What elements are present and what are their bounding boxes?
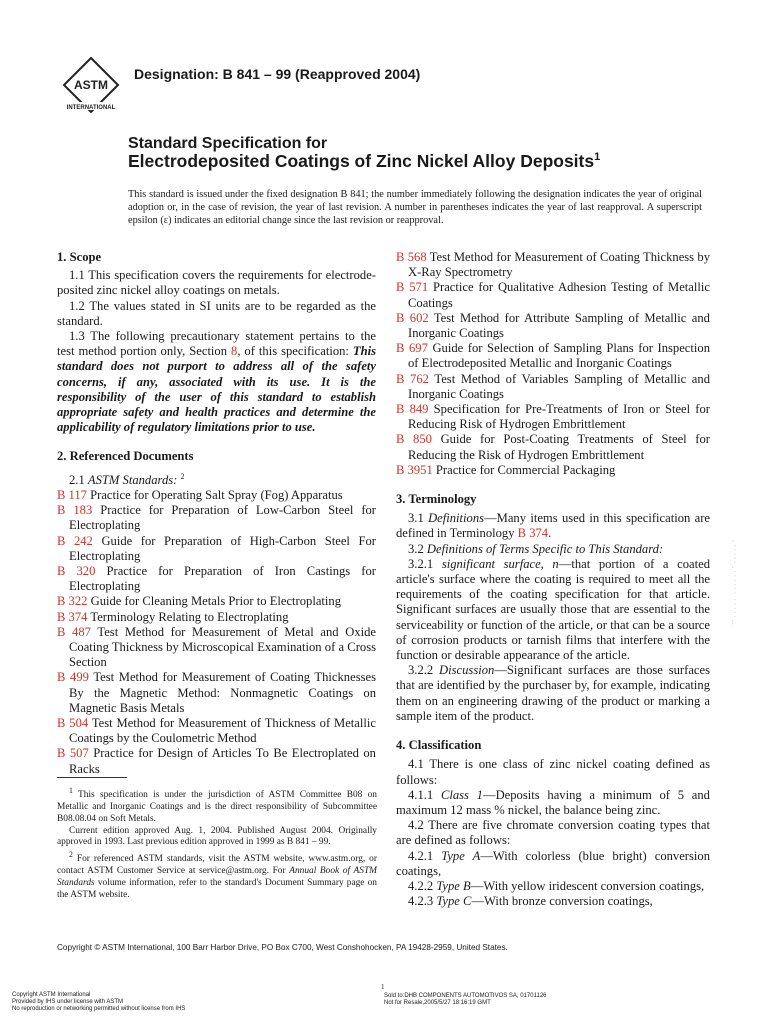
term-3-1 [396,511,710,541]
reference-title: Test Method of Variables Sampling of Metallic and Inorganic Coatings [408,371,710,401]
footnote-1 [57,785,377,826]
reference-code-link[interactable]: B 850 [396,432,432,447]
term-3-2-1-num: 3.2.1 [408,556,442,571]
reference-item [57,503,376,533]
right-column [396,250,710,909]
reference-code-link[interactable]: B 571 [396,280,429,295]
class-4-2-3-num: 4.2.3 [408,894,437,909]
footnote-1-mark: 1 [69,786,73,795]
reference-code-link[interactable]: B 568 [396,250,427,264]
scope-1-3-text2: , of this specification: [237,344,353,359]
reference-title: Test Method for Measurement of Coating Thickness by X-Ray Spectrometry [408,250,711,280]
reference-item [57,610,376,625]
term-3-1-text: —Many items used in this specification are defined in Terminology [396,511,710,541]
term-3-2-2-text: —Significant surfaces are those surfaces that are identified by the purchaser by, for example, indicating them on an engineering drawing of the product or marking a sample item of the product. [396,663,710,723]
terminology-heading: 3. Terminology [396,492,477,507]
reference-item [57,716,376,746]
term-3-2-1-term: significant surface, n [441,556,559,571]
class-4-2-3 [396,894,710,909]
term-3-2-2-num: 3.2.2 [408,663,440,678]
footnote-2 [57,849,377,901]
reference-code-link[interactable]: B 242 [57,533,93,548]
reference-code-link[interactable]: B 183 [57,503,93,518]
reference-title: Guide for Preparation of High-Carbon Steel For Electroplating [69,533,376,563]
footer-left-line: Copyright ASTM International [12,992,91,998]
reference-code-link[interactable]: B 320 [57,564,96,579]
reference-code-link[interactable]: B 762 [396,371,429,386]
scope-1-3 [57,329,376,435]
b374-link[interactable]: B 374 [517,526,549,541]
side-watermark: --`,`,`,`,`,``,`,`,`,`,`,`-`,`,`,`,`,`- [730,540,737,625]
reference-item [57,746,376,776]
designation: Designation: B 841 – 99 (Reapproved 2004) [134,66,421,82]
reference-code-link[interactable]: B 374 [57,609,88,624]
reference-title: Test Method for Measurement of Metal and Oxide Coating Thickness by Microscopical Examination of a Cross Section [69,624,376,670]
footer-left-line: Provided by IHS under license with ASTM [12,999,124,1005]
class-4-2: 4.2 There are five chromate conversion coating types that are defined as follows: [396,818,710,848]
page-title [128,151,600,172]
term-3-1-term: Definitions [428,511,485,526]
footnote-1b: Current edition approved Aug. 1, 2004. Published August 2004. Originally approved in 1993. Last previous edition approved in 1999 as B 841 – 99. [57,825,377,848]
footer-right [384,993,547,1007]
reference-item [57,564,376,594]
reference-code-link[interactable]: B 602 [396,310,429,325]
term-3-1-end: . [548,526,552,541]
class-4-2-1-num: 4.2.1 [408,848,442,863]
reference-code-link[interactable]: B 849 [396,402,429,417]
reference-title: Test Method for Measurement of Coating Thicknesses By the Magnetic Method: Nonmagnetic Coatings on Magnetic Basis Metals [69,670,376,715]
reference-code-link[interactable]: B 504 [57,716,89,731]
scope-1-1: 1.1 This specification covers the requirements for electrode-posited zinc nickel alloy coatings on metals. [57,268,376,298]
class-4-2-2-term: Type B [436,878,471,893]
reference-item [396,250,710,280]
astm-logo [62,56,120,114]
reference-title: Practice for Qualitative Adhesion Testing of Metallic Coatings [408,280,710,310]
reference-item [57,534,376,564]
copyright-line: Copyright © ASTM International, 100 Barr Harbor Drive, PO Box C700, West Conshohocken, PA 19428-2959, United States. [57,943,508,952]
reference-item [396,432,710,462]
reference-title: Test Method for Measurement of Thickness of Metallic Coatings by the Coulometric Method [69,716,376,746]
page-number: 1 [381,983,385,991]
classification-heading: 4. Classification [396,738,482,753]
intro-paragraph: This standard is issued under the fixed designation B 841; the number immediately following the designation indicates the year of original adoption or, in the case of revision, the year of last revision. A number in parentheses indicates the year of last reapproval. A superscript epsilon (ε) indicates an editorial change since the last revision or reapproval. [128,189,702,226]
reference-title: Guide for Post-Coating Treatments of Steel for Reducing the Risk of Hydrogen Embrittlement [408,432,710,462]
footer-right-line: Not for Resale,2005/5/27 18:16:19 GMT [384,1000,491,1006]
term-3-2-2 [396,663,710,724]
reference-code-link[interactable]: B 3951 [396,462,433,477]
reference-item [396,311,710,341]
class-4-2-1-term: Type A [441,848,481,863]
reference-item [396,372,710,402]
reference-item [396,402,710,432]
astm-standards-label [57,469,376,488]
refs-heading: 2. Referenced Documents [57,449,194,464]
svg-text:INTERNATIONAL: INTERNATIONAL [66,105,116,111]
class-4-2-3-text: —With bronze conversion coatings, [471,894,653,909]
reference-title: Practice for Preparation of Low-Carbon Steel for Electroplating [69,503,376,533]
class-4-1-1-term: Class 1 [440,787,483,802]
term-3-1-num: 3.1 [408,511,429,526]
title-text: Electrodeposited Coatings of Zinc Nickel Alloy Deposits [128,151,595,171]
footer-right-line: Sold to:DHB COMPONENTS AUTOMOTIVOS SA, 01701126 [384,993,547,999]
refs-list-right [396,250,710,478]
refs-sub-num: 2.1 [69,472,88,487]
class-4-1: 4.1 There is one class of zinc nickel coating defined as follows: [396,757,710,787]
class-4-2-3-term: Type C [436,894,472,909]
refs-list-left [57,488,376,777]
reference-code-link[interactable]: B 507 [57,746,89,761]
reference-title: Practice for Commercial Packaging [435,462,616,477]
reference-item [57,670,376,716]
class-4-2-2 [396,879,710,894]
footnote-2-italic: Annual Book of ASTM Standards [57,866,377,888]
reference-title: Practice for Operating Salt Spray (Fog) Apparatus [90,488,343,503]
scope-1-2: 1.2 The values stated in SI units are to be regarded as the standard. [57,298,376,328]
term-3-2-num: 3.2 [408,541,427,556]
class-4-2-2-num: 4.2.2 [408,878,437,893]
safety-statement: This standard does not purport to address all of the safety concerns, if any, associated with its use. It is the responsibility of the user of this standard to establish appropriate safety and health practices and determine the applicability of regulatory limitations prior to use. [57,344,376,435]
reference-item [57,488,376,503]
footnote-1-text: This specification is under the jurisdiction of ASTM Committee B08 on Metallic and Inorganic Coatings and is the direct responsibility of Subcommittee B08.08.04 on Soft Metals. [57,790,377,824]
section-8-link[interactable]: 8 [231,344,238,359]
class-4-2-1-text: —With colorless (blue bright) conversion coatings, [396,848,710,878]
reference-title: Specification for Pre-Treatments of Iron or Steel for Reducing Risk of Hydrogen Embrittlement [408,402,710,432]
class-4-1-1-text: —Deposits having a minimum of 5 and maximum 12 mass % nickel, the balance being zinc. [396,787,710,817]
scope-heading: 1. Scope [57,250,102,264]
term-3-2-1-text: —that portion of a coated article's surface where the coating is required to meet all the requirements of the coating specification for that article. Significant surfaces are usually those that are essential to the serviceability or function of the article, or that can be a source of corrosion products or tarnish films that interfere with the function or desirable appearance of the article. [396,556,710,663]
class-4-1-1 [396,788,710,818]
left-column [57,250,376,777]
footnote-2-text-a: For referenced ASTM standards, visit the ASTM website, www.astm.org, or contact ASTM Customer Service at service@astm.org. For [57,854,377,877]
term-3-2 [396,542,710,557]
scope-1-3-text: 1.3 The following precautionary statement pertains to the test method portion only, Section [57,329,376,359]
reference-title: Test Method for Attribute Sampling of Metallic and Inorganic Coatings [408,310,710,341]
reference-item [396,341,710,371]
reference-item [57,625,376,671]
reference-code-link[interactable]: B 322 [57,594,88,609]
footnote-2-mark: 2 [69,850,73,860]
footer-left-line: No reproduction or networking permitted without license from IHS [12,1006,186,1012]
footnote-2-text-b: volume information, refer to the standard's Document Summary page on the ASTM website. [57,877,377,900]
term-3-2-2-term: Discussion [439,663,495,678]
title-footnote-mark: 1 [594,151,601,164]
reference-title: Terminology Relating to Electroplating [90,609,289,624]
reference-title: Practice for Design of Articles To Be Electroplated on Racks [69,746,376,776]
class-4-2-2-text: —With yellow iridescent conversion coatings, [470,878,705,893]
class-4-1-1-num: 4.1.1 [408,787,441,802]
refs-sub-label: ASTM Standards: [87,472,178,487]
reference-code-link[interactable]: B 697 [396,341,428,356]
title-line-1: Standard Specification for [128,135,328,152]
reference-code-link[interactable]: B 487 [57,624,91,639]
refs-sub-sup: 2 [180,471,185,481]
svg-text:ASTM: ASTM [74,78,108,92]
reference-title: Practice for Preparation of Iron Castings for Electroplating [69,564,376,594]
term-3-2-1 [396,557,710,663]
footnotes [57,785,377,901]
reference-code-link[interactable]: B 117 [57,488,87,503]
reference-title: Guide for Selection of Sampling Plans for Inspection of Electrodeposited Metallic and Inorganic Coatings [408,341,710,371]
reference-title: Guide for Cleaning Metals Prior to Electroplating [90,594,342,609]
footnote-rule [57,777,127,778]
reference-item [396,280,710,310]
reference-item [57,594,376,609]
term-3-2-term: Definitions of Terms Specific to This Standard: [426,541,664,556]
reference-item [396,463,710,478]
class-4-2-1 [396,849,710,879]
footer-left [12,992,185,1013]
reference-code-link[interactable]: B 499 [57,670,89,685]
